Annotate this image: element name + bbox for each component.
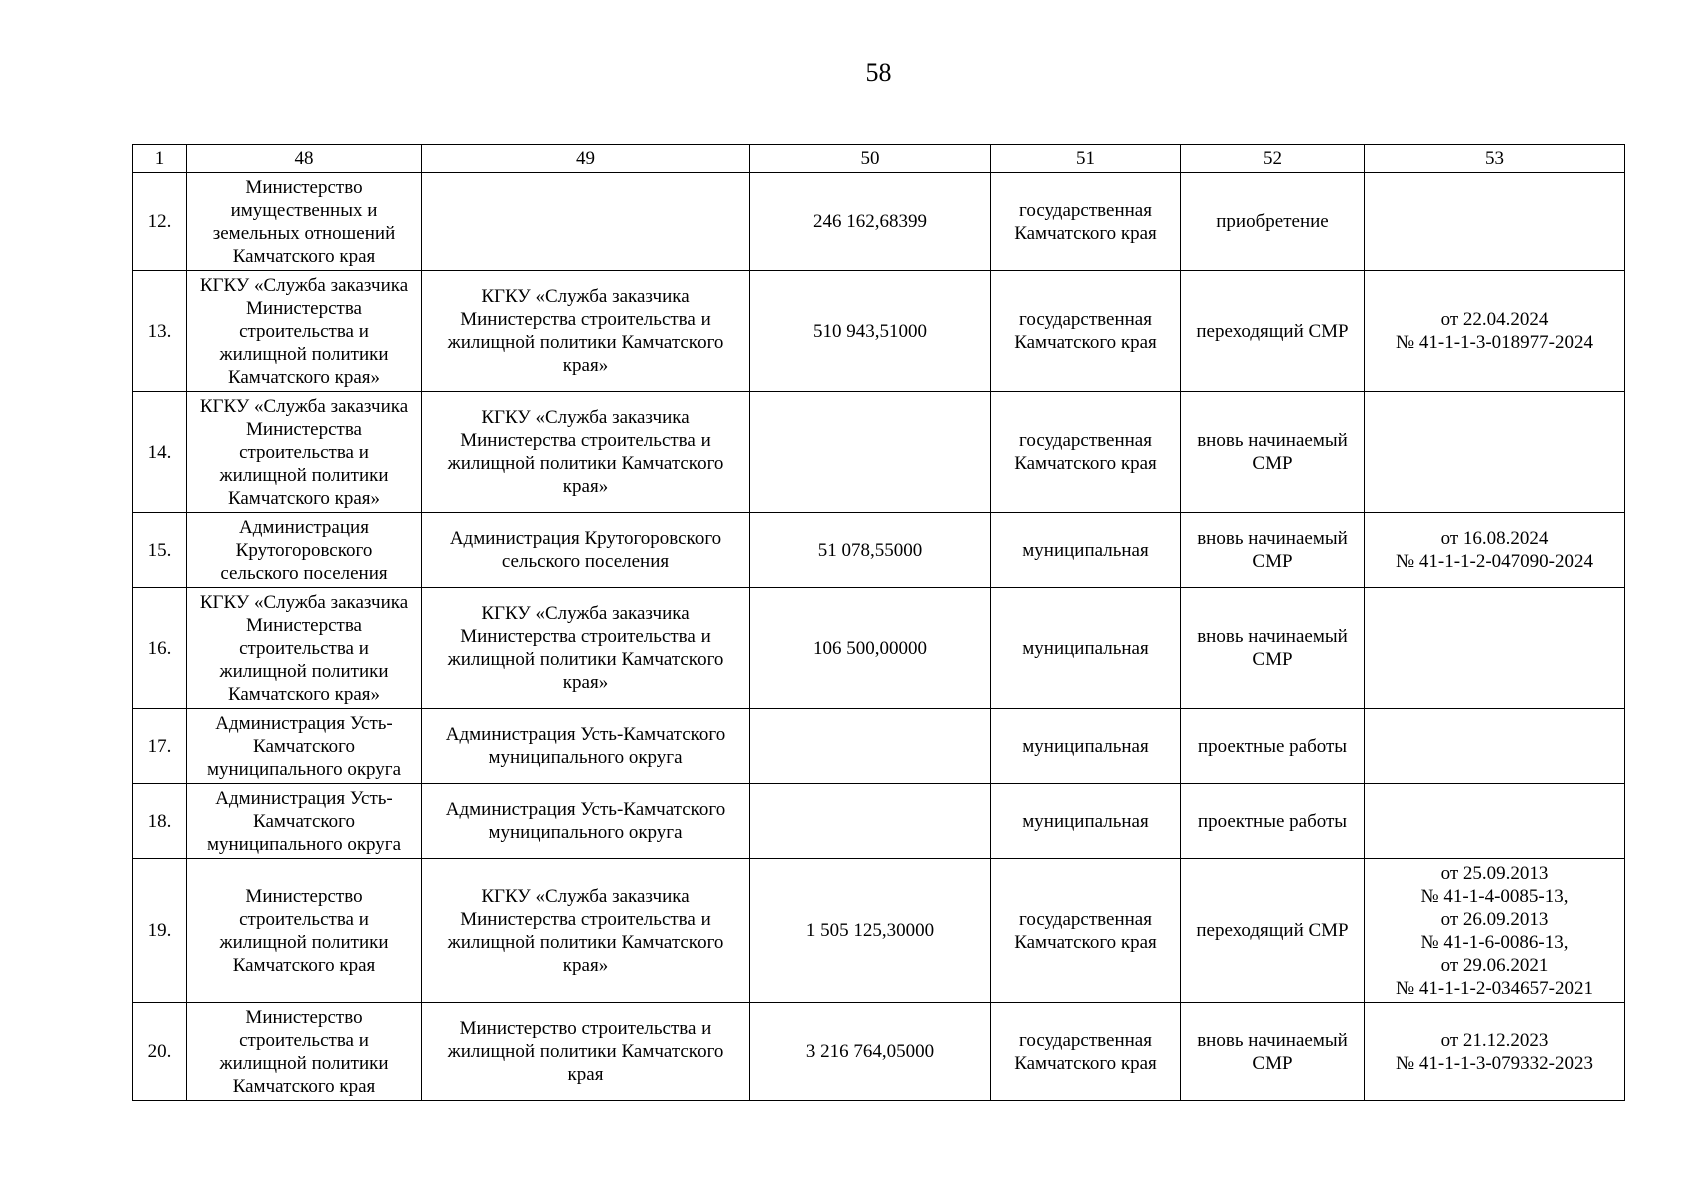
row-number-cell: 18. bbox=[133, 784, 187, 859]
column-header: 50 bbox=[750, 145, 991, 173]
row-number-cell: 19. bbox=[133, 859, 187, 1003]
expertise-cell bbox=[1365, 709, 1625, 784]
amount-cell: 3 216 764,05000 bbox=[750, 1003, 991, 1101]
work-type-cell: вновь начинаемый СМР bbox=[1181, 588, 1365, 709]
customer-cell: Министерство имущественных и земельных отношений Камчатского края bbox=[187, 173, 422, 271]
work-type-cell: переходящий СМР bbox=[1181, 271, 1365, 392]
work-type-cell: проектные работы bbox=[1181, 709, 1365, 784]
work-type-cell: переходящий СМР bbox=[1181, 859, 1365, 1003]
row-number-cell: 13. bbox=[133, 271, 187, 392]
work-type-cell: проектные работы bbox=[1181, 784, 1365, 859]
column-header: 49 bbox=[422, 145, 750, 173]
column-header: 53 bbox=[1365, 145, 1625, 173]
row-number-cell: 17. bbox=[133, 709, 187, 784]
table-row bbox=[133, 859, 1625, 1003]
column-header: 51 bbox=[991, 145, 1181, 173]
expertise-cell: от 22.04.2024 № 41-1-1-3-018977-2024 bbox=[1365, 271, 1625, 392]
row-number-cell: 20. bbox=[133, 1003, 187, 1101]
amount-cell: 510 943,51000 bbox=[750, 271, 991, 392]
ownership-cell: государственная Камчатского края bbox=[991, 859, 1181, 1003]
developer-cell: Администрация Крутогоровского сельского поселения bbox=[422, 513, 750, 588]
table-row bbox=[133, 588, 1625, 709]
ownership-cell: муниципальная bbox=[991, 709, 1181, 784]
table-row bbox=[133, 784, 1625, 859]
customer-cell: КГКУ «Служба заказчика Министерства строительства и жилищной политики Камчатского края» bbox=[187, 588, 422, 709]
ownership-cell: государственная Камчатского края bbox=[991, 173, 1181, 271]
developer-cell: КГКУ «Служба заказчика Министерства строительства и жилищной политики Камчатского края» bbox=[422, 859, 750, 1003]
customer-cell: КГКУ «Служба заказчика Министерства строительства и жилищной политики Камчатского края» bbox=[187, 392, 422, 513]
ownership-cell: муниципальная bbox=[991, 588, 1181, 709]
developer-cell: КГКУ «Служба заказчика Министерства строительства и жилищной политики Камчатского края» bbox=[422, 588, 750, 709]
column-header: 1 bbox=[133, 145, 187, 173]
customer-cell: Министерство строительства и жилищной политики Камчатского края bbox=[187, 1003, 422, 1101]
developer-cell: Администрация Усть-Камчатского муниципального округа bbox=[422, 709, 750, 784]
expertise-cell: от 21.12.2023 № 41-1-1-3-079332-2023 bbox=[1365, 1003, 1625, 1101]
expertise-cell bbox=[1365, 784, 1625, 859]
developer-cell bbox=[422, 173, 750, 271]
expertise-cell bbox=[1365, 588, 1625, 709]
expertise-cell bbox=[1365, 392, 1625, 513]
table-row bbox=[133, 1003, 1625, 1101]
ownership-cell: муниципальная bbox=[991, 513, 1181, 588]
customer-cell: Администрация Усть- Камчатского муниципального округа bbox=[187, 784, 422, 859]
amount-cell: 246 162,68399 bbox=[750, 173, 991, 271]
work-type-cell: вновь начинаемый СМР bbox=[1181, 513, 1365, 588]
table-header-row bbox=[133, 145, 1625, 173]
table-row bbox=[133, 392, 1625, 513]
table-row bbox=[133, 173, 1625, 271]
expertise-cell bbox=[1365, 173, 1625, 271]
amount-cell bbox=[750, 709, 991, 784]
amount-cell: 106 500,00000 bbox=[750, 588, 991, 709]
work-type-cell: вновь начинаемый СМР bbox=[1181, 1003, 1365, 1101]
row-number-cell: 15. bbox=[133, 513, 187, 588]
page-number: 58 bbox=[865, 58, 892, 87]
expertise-cell: от 16.08.2024 № 41-1-1-2-047090-2024 bbox=[1365, 513, 1625, 588]
amount-cell bbox=[750, 784, 991, 859]
table-row bbox=[133, 271, 1625, 392]
developer-cell: КГКУ «Служба заказчика Министерства строительства и жилищной политики Камчатского края» bbox=[422, 392, 750, 513]
table-row bbox=[133, 513, 1625, 588]
customer-cell: Администрация Крутогоровского сельского поселения bbox=[187, 513, 422, 588]
row-number-cell: 14. bbox=[133, 392, 187, 513]
customer-cell: КГКУ «Служба заказчика Министерства строительства и жилищной политики Камчатского края» bbox=[187, 271, 422, 392]
developer-cell: Администрация Усть-Камчатского муниципального округа bbox=[422, 784, 750, 859]
customer-cell: Министерство строительства и жилищной политики Камчатского края bbox=[187, 859, 422, 1003]
row-number-cell: 12. bbox=[133, 173, 187, 271]
registry-table bbox=[132, 144, 1625, 1101]
amount-cell: 1 505 125,30000 bbox=[750, 859, 991, 1003]
work-type-cell: приобретение bbox=[1181, 173, 1365, 271]
ownership-cell: муниципальная bbox=[991, 784, 1181, 859]
column-header: 48 bbox=[187, 145, 422, 173]
amount-cell bbox=[750, 392, 991, 513]
table-row bbox=[133, 709, 1625, 784]
ownership-cell: государственная Камчатского края bbox=[991, 1003, 1181, 1101]
work-type-cell: вновь начинаемый СМР bbox=[1181, 392, 1365, 513]
developer-cell: Министерство строительства и жилищной политики Камчатского края bbox=[422, 1003, 750, 1101]
ownership-cell: государственная Камчатского края bbox=[991, 392, 1181, 513]
expertise-cell: от 25.09.2013 № 41-1-4-0085-13, от 26.09.2013 № 41-1-6-0086-13, от 29.06.2021 № 41-1-1-2-034657-2021 bbox=[1365, 859, 1625, 1003]
ownership-cell: государственная Камчатского края bbox=[991, 271, 1181, 392]
column-header: 52 bbox=[1181, 145, 1365, 173]
amount-cell: 51 078,55000 bbox=[750, 513, 991, 588]
customer-cell: Администрация Усть- Камчатского муниципального округа bbox=[187, 709, 422, 784]
row-number-cell: 16. bbox=[133, 588, 187, 709]
developer-cell: КГКУ «Служба заказчика Министерства строительства и жилищной политики Камчатского края» bbox=[422, 271, 750, 392]
